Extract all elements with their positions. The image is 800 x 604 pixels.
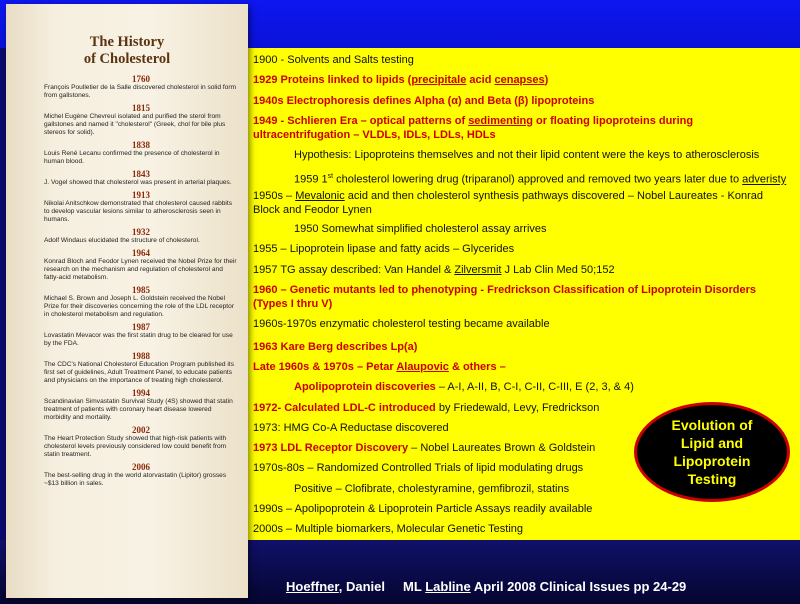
entry-year: 2006 bbox=[132, 462, 150, 472]
history-entry bbox=[44, 169, 238, 187]
entry-year: 1964 bbox=[132, 248, 150, 258]
timeline-line: 1960 – Genetic mutants led to phenotyping - Fredrickson Classification of Lipoprotein Disorders (Types I thru V) bbox=[253, 284, 757, 310]
timeline-line: Hypothesis: Lipoproteins themselves and not their lipid content were the keys to atherosclerosis bbox=[294, 149, 760, 161]
timeline-line: 1929 Proteins linked to lipids (precipitale acid cenapses) bbox=[253, 74, 549, 86]
entry-text: The CDC's National Cholesterol Education Program published its first set of guidelines, Adult Treatment Panel, to educate patients and physicians on the importance of treating high cholesterol. bbox=[44, 361, 235, 384]
history-entry bbox=[44, 74, 238, 100]
timeline-line: 1990s – Apolipoprotein & Lipoprotein Particle Assays readily available bbox=[253, 503, 593, 515]
entry-year: 1985 bbox=[132, 285, 150, 295]
entry-text: Louis René Lecanu confirmed the presence of cholesterol in human blood. bbox=[44, 150, 220, 165]
entry-text: Lovastatin Mevacor was the first statin drug to be cleared for use by the FDA. bbox=[44, 332, 233, 347]
timeline-line: 1973: HMG Co-A Reductase discovered bbox=[253, 422, 449, 434]
entry-text: The best-selling drug in the world atorvastatin (Lipitor) grosses ~$13 billion in sales. bbox=[44, 472, 227, 487]
evolution-badge: Evolution of Lipid and Lipoprotein Testing bbox=[634, 402, 790, 502]
entry-year: 1815 bbox=[132, 103, 150, 113]
timeline-line: 1970s-80s – Randomized Controlled Trials of lipid modulating drugs bbox=[253, 462, 584, 474]
timeline-line: Late 1960s & 1970s – Petar Alaupovic & others – bbox=[253, 361, 506, 373]
entry-year: 1843 bbox=[132, 169, 150, 179]
entry-text: Nikolai Anitschkow demonstrated that cholesterol caused rabbits to develop vascular lesions similar to atherosclerosis seen in humans. bbox=[44, 200, 233, 223]
history-title: The History of Cholesterol bbox=[83, 34, 171, 67]
history-scroll bbox=[6, 4, 248, 598]
history-entry bbox=[44, 322, 238, 348]
entry-text: Scandinavian Simvastatin Survival Study (4S) showed that statin treatment of patients with coronary heart disease lowered morbidity and mortality. bbox=[44, 398, 233, 421]
history-entry bbox=[44, 140, 238, 166]
timeline-line: 1900 - Solvents and Salts testing bbox=[253, 54, 414, 66]
history-entry bbox=[44, 285, 238, 319]
history-entry bbox=[44, 388, 238, 422]
timeline-line: 1973 LDL Receptor Discovery – Nobel Laureates Brown & Goldstein bbox=[253, 442, 596, 454]
entry-text: Adolf Windaus elucidated the structure of cholesterol. bbox=[44, 237, 200, 244]
entry-text: François Poulletier de la Salle discovered cholesterol in solid form from gallstones. bbox=[44, 84, 237, 99]
timeline-line: 1940s Electrophoresis defines Alpha (α) and Beta (β) lipoproteins bbox=[253, 95, 595, 107]
history-entry bbox=[44, 227, 238, 245]
entry-year: 1838 bbox=[132, 140, 150, 150]
timeline-line: 1960s-1970s enzymatic cholesterol testing became available bbox=[253, 318, 550, 330]
history-entry bbox=[44, 351, 238, 385]
entry-text: Konrad Bloch and Feodor Lynen received the Nobel Prize for their research on the mechanism and regulation of cholesterol and fatty-acid metabolism. bbox=[44, 258, 237, 281]
history-entry bbox=[44, 190, 238, 224]
timeline-line: 1959 1st cholesterol lowering drug (triparanol) approved and removed two years later due to adveristy bbox=[294, 173, 787, 186]
entry-text: J. Vogel showed that cholesterol was present in arterial plaques. bbox=[44, 179, 232, 186]
timeline-line: 1949 - Schlieren Era – optical patterns of sedimenting or floating lipoproteins during ultracentrifugation – VLDLs, IDLs, LDLs, HDLs bbox=[253, 115, 694, 141]
entry-year: 1994 bbox=[132, 388, 150, 398]
entry-year: 1987 bbox=[132, 322, 150, 332]
timeline-line: 1950s – Mevalonic acid and then cholesterol synthesis pathways discovered – Nobel Laureates - Konrad Block and Feodor Lynen bbox=[253, 190, 763, 216]
citation: Hoeffner, Daniel ML Labline April 2008 Clinical Issues pp 24-29 bbox=[286, 579, 687, 594]
history-entry bbox=[44, 425, 238, 459]
entry-year: 1760 bbox=[132, 74, 150, 84]
timeline-line: 1955 – Lipoprotein lipase and fatty acids – Glycerides bbox=[253, 243, 515, 255]
timeline-line: 1972- Calculated LDL-C introduced by Friedewald, Levy, Fredrickson bbox=[253, 402, 600, 414]
timeline-line: 1963 Kare Berg describes Lp(a) bbox=[253, 341, 418, 353]
entry-text: Michel Eugène Chevreul isolated and purified the sterol from gallstones and named it "cholesterol" (Greek, chol for bile plus stereos for solid). bbox=[44, 113, 226, 136]
entry-year: 1932 bbox=[132, 227, 150, 237]
entry-text: Michael S. Brown and Joseph L. Goldstein received the Nobel Prize for their discoveries concerning the role of the LDL receptor in cholesterol metabolism and regulation. bbox=[44, 295, 234, 318]
timeline-line: 1957 TG assay described: Van Handel & Zilversmit J Lab Clin Med 50;152 bbox=[253, 264, 615, 276]
history-entry bbox=[44, 248, 238, 282]
history-entries bbox=[44, 74, 238, 488]
entry-year: 2002 bbox=[132, 425, 150, 435]
entry-text: The Heart Protection Study showed that high-risk patients with cholesterol levels previously considered low could benefit from statin treatment. bbox=[44, 435, 227, 458]
entry-year: 1988 bbox=[132, 351, 150, 361]
history-entry bbox=[44, 103, 238, 137]
entry-year: 1913 bbox=[132, 190, 150, 200]
timeline-line: 2000s – Multiple biomarkers, Molecular Genetic Testing bbox=[253, 523, 524, 535]
timeline-line: Positive – Clofibrate, cholestyramine, gemfibrozil, statins bbox=[294, 483, 570, 495]
timeline-line: 1950 Somewhat simplified cholesterol assay arrives bbox=[294, 223, 547, 235]
timeline-line: Apolipoprotein discoveries – A-I, A-II, B, C-I, C-II, C-III, E (2, 3, & 4) bbox=[294, 381, 634, 393]
history-entry bbox=[44, 462, 238, 488]
